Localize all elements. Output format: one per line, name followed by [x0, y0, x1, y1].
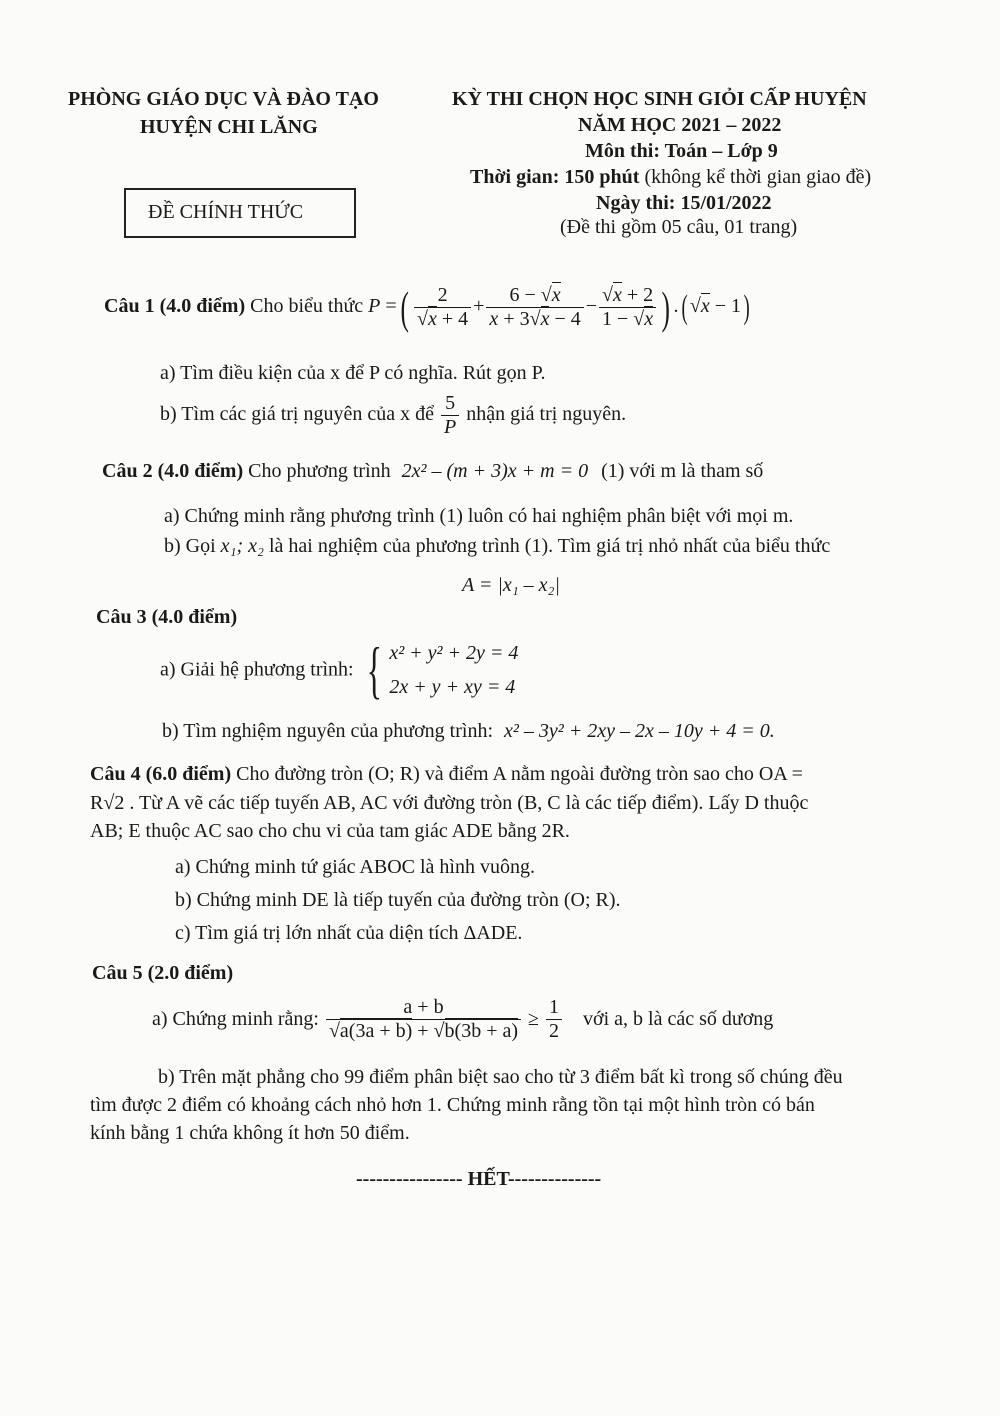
q2-part-b	[164, 535, 830, 558]
exam-date: Ngày thi: 15/01/2022	[596, 192, 772, 214]
q4-part-a: a) Chứng minh tứ giác ABOC là hình vuông.	[175, 856, 535, 878]
q3-label: Câu 3 (4.0 điểm)	[96, 606, 238, 628]
q1-intro: Cho biểu thức	[250, 295, 364, 318]
q4-label: Câu 4 (6.0 điểm)	[90, 763, 232, 785]
q3-part-b	[162, 720, 775, 743]
district-name: HUYỆN CHI LĂNG	[140, 116, 318, 138]
time-note: (không kể thời gian giao đề)	[644, 166, 872, 188]
q4-part-b: b) Chứng minh DE là tiếp tuyến của đường tròn (O; R).	[175, 889, 621, 911]
exam-title: KỲ THI CHỌN HỌC SINH GIỎI CẤP HUYỆN	[452, 88, 867, 110]
q3-part-a	[160, 636, 518, 704]
q1-statement	[104, 281, 752, 333]
q5-fraction-left: $\frac{a + b}{√a(3a + b) + √b(3b + a)}$	[326, 996, 521, 1043]
q1-part-b-pre: b) Tìm các giá trị nguyên của x để	[160, 403, 434, 426]
equation-system	[389, 636, 518, 704]
q1-formula: P =( $\frac{2}{√x + 4}$ + $\frac{6 - √x}{x + 3√x - 4}$ − $\frac{√x + 2}{1 - √x}$ ) .( √x − 1)	[368, 281, 750, 333]
q4-line1-text: Cho đường tròn (O; R) và điểm A nằm ngoài đường tròn sao cho OA =	[236, 763, 803, 785]
q4-line1	[90, 763, 803, 786]
q1-five-over-p: $\frac{5}{P}$	[441, 392, 459, 439]
q5-geq: ≥	[528, 1008, 540, 1030]
q2-part-a: a) Chứng minh rằng phương trình (1) luôn có hai nghiệm phân biệt với mọi m.	[164, 505, 794, 527]
q2-label: Câu 2 (4.0 điểm)	[102, 460, 244, 482]
q2-equation: 2x² – (m + 3)x + m = 0	[401, 460, 589, 482]
q3-part-b-equation: x² – 3y² + 2xy – 2x – 10y + 4 = 0.	[504, 720, 775, 742]
q4-line3: AB; E thuộc AC sao cho chu vi của tam giác ADE bằng 2R.	[90, 820, 570, 842]
q2-part-b-post: là hai nghiệm của phương trình (1). Tìm giá trị nhỏ nhất của biểu thức	[269, 535, 831, 557]
q2-part-b-pre: b) Gọi	[164, 535, 216, 557]
pages-note: (Đề thi gồm 05 câu, 01 trang)	[560, 216, 798, 238]
q3-part-b-pre: b) Tìm nghiệm nguyên của phương trình:	[162, 720, 493, 742]
q5-part-a-pre: a) Chứng minh rằng:	[152, 1008, 319, 1030]
end-marker: ---------------- HẾT--------------	[356, 1168, 602, 1190]
q1-part-a: a) Tìm điều kiện của x để P có nghĩa. Rút gọn P.	[160, 362, 546, 384]
time-line	[470, 166, 871, 189]
q2-formula: A = |x₁ – x₂|	[462, 574, 561, 596]
official-label: ĐỀ CHÍNH THỨC	[148, 201, 304, 223]
school-year: NĂM HỌC 2021 – 2022	[578, 114, 782, 136]
q5-one-half: $\frac{1}{2}$	[546, 996, 562, 1043]
q5-part-b-line1: b) Trên mặt phẳng cho 99 điểm phân biệt sao cho từ 3 điểm bất kì trong số chúng đều	[158, 1066, 843, 1088]
q5-part-a	[152, 996, 773, 1043]
system-eq2: 2x + y + xy = 4	[389, 676, 516, 698]
q2-intro: Cho phương trình	[248, 460, 391, 482]
q1-label: Câu 1 (4.0 điểm)	[104, 295, 246, 318]
time-label: Thời gian: 150 phút	[470, 166, 640, 188]
q4-line2: R√2 . Từ A vẽ các tiếp tuyến AB, AC với đường tròn (B, C là các tiếp điểm). Lấy D thuộc	[90, 792, 809, 814]
q4-part-c: c) Tìm giá trị lớn nhất của diện tích ΔADE.	[175, 922, 523, 944]
q5-part-a-post: với a, b là các số dương	[583, 1008, 774, 1030]
q5-part-b-line3: kính bằng 1 chứa không ít hơn 50 điểm.	[90, 1122, 410, 1144]
subject: Môn thi: Toán – Lớp 9	[585, 140, 778, 162]
q5-label: Câu 5 (2.0 điểm)	[92, 962, 234, 984]
q2-statement	[102, 460, 763, 483]
system-eq1: x² + y² + 2y = 4	[389, 642, 519, 664]
system-brace: {	[366, 634, 382, 705]
q3-part-a-pre: a) Giải hệ phương trình:	[160, 658, 354, 681]
q2-tail: (1) với m là tham số	[601, 460, 764, 482]
q1-part-b	[160, 392, 626, 439]
department-name: PHÒNG GIÁO DỤC VÀ ĐÀO TẠO	[68, 88, 379, 110]
q1-part-b-post: nhận giá trị nguyên.	[466, 403, 627, 426]
q2-vars: x₁; x₂	[220, 535, 264, 557]
q5-part-b-line2: tìm được 2 điểm có khoảng cách nhỏ hơn 1. Chứng minh rằng tồn tại một hình tròn có bán	[90, 1094, 815, 1116]
